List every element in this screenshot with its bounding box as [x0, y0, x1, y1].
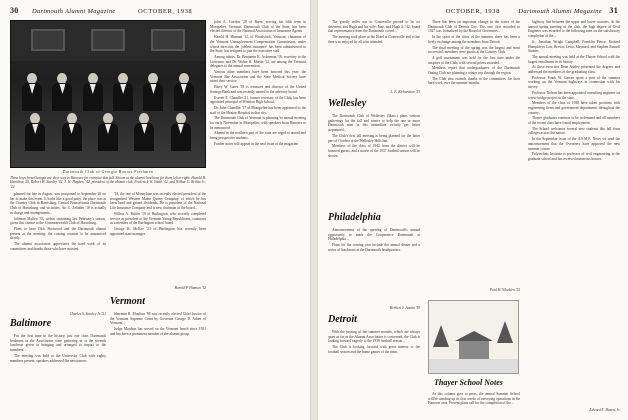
article-baltimore: For the first time in the history, just one class Dartmouth freshmen in the Association were gathering in at the seventh luncheon given to bringing and arranged to impart to the members... The meeting was held at the University Club with eighty members present; speakers addressed the newcomers. [10, 334, 106, 363]
article-column-2: There has been an important change in the roster of the Dartmouth Club of Detroit City. This one, first recorded in 1927 was formalized by the Board of Governors... In the spirit of the cities of the summer, there has been a lively exchange among the members from Detroit. The final meeting of the spring was the largest and most successful; members were guests at the Country Club. A golf tournament was held for the first time under the auspices of the Club, with several prizes awarded. Members report that undergraduates of the Dartmouth Outing Club are planning a winter trip through the region. The Club also extends thanks to the committees for their hard work over the summer months. [428, 20, 520, 86]
running-head-left [10, 6, 300, 18]
page-number: 30 [10, 6, 19, 15]
thayer-illustration [428, 300, 519, 374]
section-title-vermont: Vermont [110, 296, 146, 307]
section-title-thayer: Thayer School Notes [434, 378, 503, 387]
paragraph: planned for late in August, was postponed to September 26 on her to make this event. It looks like a good party, the place was at the Country Club in Harrisburg, Central Pennsylvania Dartmouth Club of Harrisburg, and vicinities. Art C. Zehnder '18 is actually in charge and arrangements... [10, 192, 106, 215]
caption-title: Dartmouth Club of Georgia Honors Freshmen [62, 170, 154, 174]
author-signature: Edward E. Hazen, Jr. [589, 408, 620, 412]
section-title-detroit: Detroit [328, 314, 357, 325]
author-signature: Charles S. Starkey Jr. '21 [69, 312, 106, 316]
issue-date: OCTOBER, 1938 [445, 8, 500, 15]
author-signature: Herbert S. Austin '19 [389, 306, 420, 310]
page-number: 31 [609, 6, 618, 15]
article-column-1: The goodly miles our to Coatesville proved to be no deterrent, and Hugh and his wife, Jane, and Hugh Jr. '42, found that representative from the Dartmouth crowd... The meeting took place at the Hotel at Coatesville and a fine time was enjoyed by all who attended. [328, 20, 420, 44]
paragraph: There has been an important change in the roster of the Dartmouth Club of Detroit City. This one, first recorded in 1927 was formalized by the Board of Governors... [428, 20, 520, 34]
paragraph: Sherman R. Moulton '98 was recently elected Chief Justice of the Vermont Supreme Court by Governor George D. Aiken of Vermont... [110, 312, 206, 326]
paragraph: For the first time in the history, just one class Dartmouth freshmen in the Association were gathering in at the seventh luncheon given to bringing and arranged to impart to the members... [10, 334, 106, 353]
article-detroit: With the passing of the summer months, which are always quiet as far as the Alumni Association is concerned, the Club is looking forward eagerly to the 1938 football season... The Club is looking forward with great interest to the football season and the home games of the team. [328, 330, 420, 354]
section-title-baltimore: Baltimore [10, 318, 52, 329]
photo-caption [10, 170, 206, 189]
section-title-wellesley: Wellesley [328, 98, 367, 109]
paragraph: As this column goes to press, the annual Summer School will be winding up its first weeks of surveying operations in the Hanover area. Present plans call for the completion of the... [428, 392, 520, 406]
issue-date: OCTOBER, 1938 [138, 8, 193, 15]
article-thayer [428, 392, 520, 416]
paragraph: With the passing of the summer months, which are always quiet as far as the Alumni Association is concerned, the Club is looking forward eagerly to the 1938 football season... [328, 330, 420, 344]
paragraph: The Dartmouth Club of Wellesley (Mass.) plans various gatherings for the fall and winter to help the one or more Dartmouth men in this immediate vicinity get better acquainted... [328, 114, 420, 133]
section-title-philadelphia: Philadelphia [328, 212, 381, 223]
paragraph: The goodly miles our to Coatesville proved to be no deterrent, and Hugh and his wife, Jane, and Hugh Jr. '42, found that representative from the Dartmouth crowd... [328, 20, 420, 34]
running-head-right [328, 6, 618, 18]
article-philadelphia: Announcement of the opening of Dartmouth's annual opportunity to mark the Cooperative Dartmouth at Philadelphia... Plans for the coming year include the annual dinner and a series of luncheons at the Dartmouth headquarters. [328, 228, 420, 252]
article-column-2: '18, the one of Moneylane was recently elected president of the reorganized Western Maine Quarry Company, of which he has been head and gained dividends. He is president of the National Life Insurance Company and is new chairman of the board... Wilbur A. Brittin '19 of Burlington, who recently completed service as president of the Vermont Young Republicans, continues as a member of the Burlington school board. George R. McKee '23 of Burlington has recently been appointed state manager. [110, 192, 206, 236]
author-signature: Harold P. Hinman '12 [174, 286, 206, 290]
magazine-title: Dartmouth Alumni Magazine [32, 8, 116, 15]
article-column-1: planned for late in August, was postponed to September 26 on her to make this event. It looks like a good party, the place was at the Country Club in Harrisburg, Central Pennsylvania Dartmouth Club of Harrisburg, and vicinities. Art C. Zehnder '18 is actually in charge and arrangements... Johnson Mullen '33, within sustaining last February's season, given this chance to the Commonwealth Club of Harrisburg. Plans to have Dick Sherwood and the Dartmouth alumni present at the meeting; the coming reunion to be announced shortly. The alumni association appreciates the hard work of its committees and thanks those who have assisted. [10, 192, 106, 251]
author-signature: L. E. Richardson '25 [390, 90, 420, 94]
paragraph: Announcement of the opening of Dartmouth's annual opportunity to mark the Cooperative Dartmouth at Philadelphia... [328, 228, 420, 242]
paragraph: highway line between the upper and lower counties. At the annual spring meeting of the club, the high degree of Civil Engineer was awarded to the following men on the satisfactory completion of the... [528, 20, 620, 39]
group-photo [10, 20, 206, 168]
left-page [0, 0, 311, 420]
magazine-title: Dartmouth Alumni Magazine [518, 8, 602, 15]
article-vermont: Sherman R. Moulton '98 was recently elected Chief Justice of the Vermont Supreme Court by Governor George D. Aiken of Vermont... Judge Moulton has served on the Vermont bench since 1931 and has been a prominent member of the alumni group. [110, 312, 206, 336]
paragraph: '18, the one of Moneylane was recently elected president of the reorganized Western Maine Quarry Company, of which he has been head and gained dividends. He is president of the National Life Insurance Company and is new chairman of the board... [110, 192, 206, 211]
caption-text: These boys from Georgia are their way to Hanover for entrance this fall. Shown at the alumni luncheon for them left to right: Harold H. Hamilton '20, Robert W. Stanley '42, J. H. Hughes, '42, president of the alumni club, Frederick W. Smith '42, and Wilbur C. Brittin Jr., '42. [10, 175, 206, 189]
article-column-3: highway line between the upper and lower counties. At the annual spring meeting of the club, the high degree of Civil Engineer was awarded to the following men on the satisfactory completion of the... Jr., Jonathan Wright Campbell, Franklin Pierce, Richard Humphreys Coit, Brown, Lewis Maynard, and Stephen Russell Stearns. The annual meeting was held at the Thayer School with the largest enrollment in its history. At these exercises Dean Ashley presented the degrees and addressed the members of the graduating class. Professor Frank W. Garran spent a part of the summer working on the Vermont highways in connection with his survey. Professor Nelson has been appointed consulting engineer on a new bridge project in the state. Members of the class of 1938 have taken positions with engineering firms and government departments throughout the country. Thayer graduates continue to be in demand and all members of the recent class have found employment. The School welcomes several new students this fall from colleges across the nation. In the September issue of the A.S.M.E. News we read the announcement that the Overseers have approved the new summer course. Polytechnic Institute is professor of civil engineering in the graduate school and has received numerous honors. [528, 20, 620, 161]
article-wellesley: The Dartmouth Club of Wellesley (Mass.) plans various gatherings for the fall and winter to help the one or more Dartmouth men in this immediate vicinity get better acquainted... The Club's first fall meeting is being planned for the latter part of October at the Wellesley Hills Inn. Members of the class of 1942 from the district will be honored guests, and a movie of the 1937 football season will be shown. [328, 114, 420, 158]
right-page [317, 0, 628, 420]
article-column-3: John A. Gordon '29 of Barre, serving his fifth term in Montpelier, Vermont. Dartmouth Club of the State, has been elected director of the National Association of Insurance Agents. Harold H. Hinman '12, of Woodstock, Vermont, chairman of the Vermont Unemployment Compensation Commission, under whose direction the 'jobless insurance' has been administered in the State, has resigned to join the executive staff. Among others, Dr. Benjamin K. Ackerman '16, secretary to the Governor, and Dr. Walter H. Martin '12, are among the Vermont delegates to the annual convention. Various other members have been honored this year: the Vermont Bar Association and the State Medical Society have noted their service. Harry W. Gates '18 is treasurer and director of the United Savings Bank and was recently named to the advisory board. Everett E. Chandler '21, former secretary of the Club, has been appointed principal of Windsor High School. Dr. John Chandler '17 of Montpelier has been appointed to the staff of the Heaton Hospital in that city. The Dartmouth Club of Vermont is planning its annual meeting for early November in Montpelier, with speakers from Hanover to be announced. Alumni in the northern part of the state are urged to attend and bring prospective students. Further notes will appear in the next issue of the magazine. [210, 20, 306, 146]
author-signature: Ford H. Whelden '25 [489, 288, 520, 292]
